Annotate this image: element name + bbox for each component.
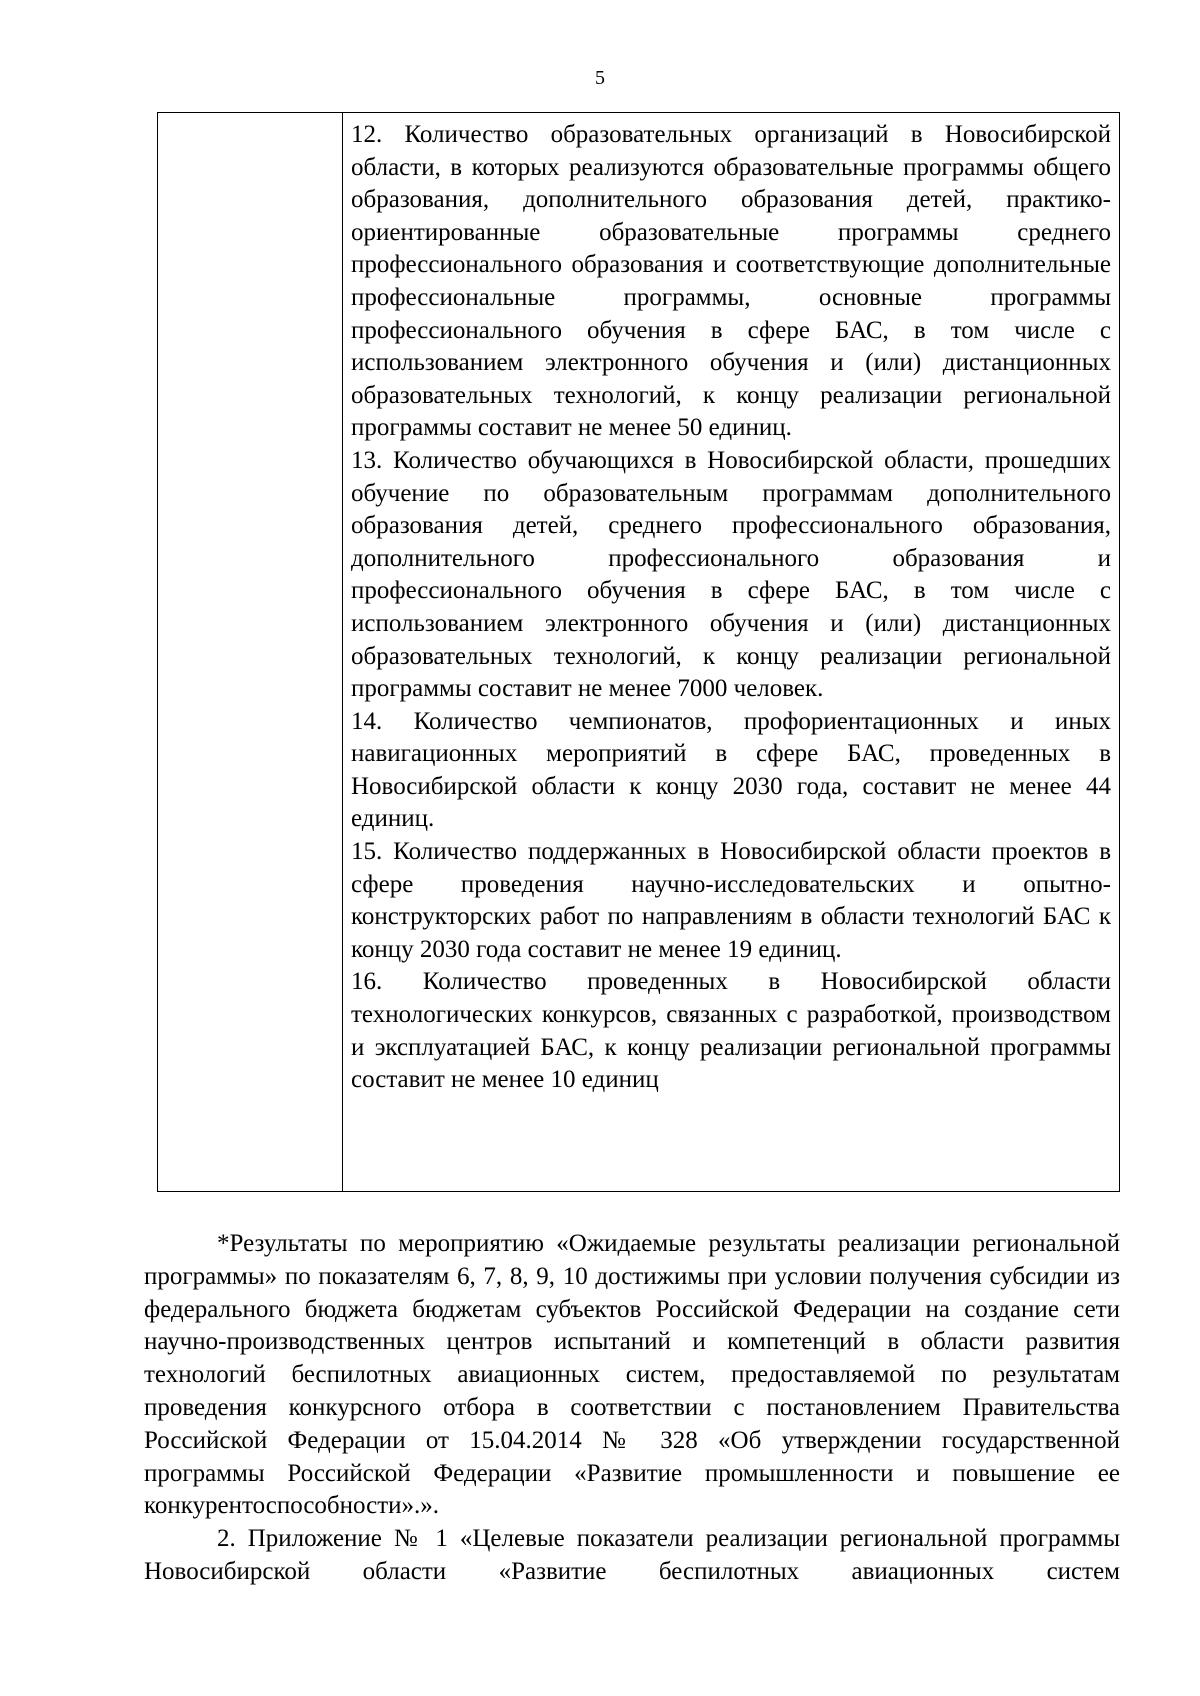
- result-item-14: 14. Количество чемпионатов, профориентационных и иных навигационных мероприятий в сфере БАС, проведенных в Новосибирской области к концу 2030 года, составит не менее 44 единиц.: [351, 707, 1111, 833]
- result-item-12: 12. Количество образовательных организаций в Новосибирской области, в которых реализуются образовательные программы общего образования, дополнительного образования детей, практико-ориентированные образовательные программы среднего профессионального образования и соответствующие дополнительные профессиональные программы, основные программы профессионального обучения в сфере БАС, в том числе с использованием электронного обучения и (или) дистанционных образовательных технологий, к концу реализации региональной программы составит не менее 50 единиц.: [351, 121, 1111, 442]
- footnote-paragraph: *Результаты по мероприятию «Ожидаемые результаты реализации региональной программы» по показателям 6, 7, 8, 9, 10 достижимы при условии получения субсидии из федерального бюджета бюджетам субъектов Российской Федерации на создание сети научно-производственных центров испытаний и компетенций в области развития технологий беспилотных авиационных систем, предоставляемой по результатам проведения конкурсного отбора в соответствии с постановлением Правительства Российской Федерации от 15.04.2014 № 328 «Об утверждении государственной программы Российской Федерации «Развитие промышленности и повышение ее конкурентоспособности».».: [144, 1230, 1120, 1520]
- results-table: [157, 112, 1120, 1192]
- body-text: [144, 1228, 1120, 1589]
- amendment-paragraph: 2. Приложение № 1 «Целевые показатели реализации региональной программы Новосибирской области «Развитие беспилотных авиационных систем: [144, 1525, 1120, 1585]
- result-item-13: 13. Количество обучающихся в Новосибирской области, прошедших обучение по образовательным программам дополнительного образования детей, среднего профессионального образования, дополнительного профессионального образования и профессионального обучения в сфере БАС, в том числе с использованием электронного обучения и (или) дистанционных образовательных технологий, к концу реализации региональной программы составит не менее 7000 человек.: [351, 446, 1111, 703]
- table-right-cell: [343, 113, 1120, 1192]
- page-number: 5: [595, 67, 605, 89]
- table-left-cell: [158, 113, 343, 1192]
- result-item-16: 16. Количество проведенных в Новосибирской области технологических конкурсов, связанных с разработкой, производством и эксплуатацией БАС, к концу реализации региональной программы составит не менее 10 единиц: [351, 968, 1111, 1094]
- table-row: [158, 113, 1120, 1192]
- result-item-15: 15. Количество поддержанных в Новосибирской области проектов в сфере проведения научно-исследовательских и опытно-конструкторских работ по направлениям в области технологий БАС к концу 2030 года составит не менее 19 единиц.: [351, 838, 1111, 963]
